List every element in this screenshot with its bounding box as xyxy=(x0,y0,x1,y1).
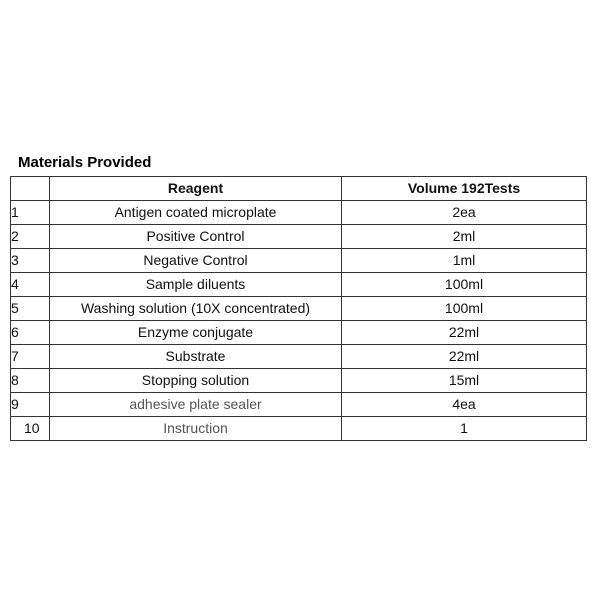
section-title: Materials Provided xyxy=(18,154,152,171)
row-number: 3 xyxy=(11,249,50,273)
row-number: 6 xyxy=(11,321,50,345)
table-row xyxy=(11,345,587,369)
row-reagent: adhesive plate sealer xyxy=(50,393,342,417)
row-reagent: Washing solution (10X concentrated) xyxy=(50,297,342,321)
row-volume: 15ml xyxy=(342,369,587,393)
table-row xyxy=(11,297,587,321)
table-row xyxy=(11,249,587,273)
header-reagent: Reagent xyxy=(50,177,342,201)
row-reagent: Sample diluents xyxy=(50,273,342,297)
table-row xyxy=(11,225,587,249)
header-number xyxy=(11,177,50,201)
row-reagent: Instruction xyxy=(50,417,342,441)
row-reagent: Substrate xyxy=(50,345,342,369)
table-row xyxy=(11,321,587,345)
row-reagent: Enzyme conjugate xyxy=(50,321,342,345)
row-reagent: Positive Control xyxy=(50,225,342,249)
row-volume: 22ml xyxy=(342,321,587,345)
row-volume: 100ml xyxy=(342,297,587,321)
row-number: 5 xyxy=(11,297,50,321)
row-reagent: Stopping solution xyxy=(50,369,342,393)
row-reagent: Negative Control xyxy=(50,249,342,273)
row-volume: 22ml xyxy=(342,345,587,369)
row-number: 7 xyxy=(11,345,50,369)
row-volume: 1ml xyxy=(342,249,587,273)
row-reagent: Antigen coated microplate xyxy=(50,201,342,225)
row-number: 4 xyxy=(11,273,50,297)
row-number: 8 xyxy=(11,369,50,393)
table-header-row xyxy=(11,177,587,201)
row-volume: 4ea xyxy=(342,393,587,417)
row-volume: 2ea xyxy=(342,201,587,225)
table-row xyxy=(11,273,587,297)
materials-table xyxy=(10,176,587,441)
table-row xyxy=(11,201,587,225)
header-volume: Volume 192Tests xyxy=(342,177,587,201)
row-volume: 1 xyxy=(342,417,587,441)
row-volume: 2ml xyxy=(342,225,587,249)
row-volume: 100ml xyxy=(342,273,587,297)
row-number: 1 xyxy=(11,201,50,225)
row-number: 9 xyxy=(11,393,50,417)
row-number: 10 xyxy=(11,417,50,441)
table-row xyxy=(11,369,587,393)
table-row xyxy=(11,417,587,441)
row-number: 2 xyxy=(11,225,50,249)
table-row xyxy=(11,393,587,417)
